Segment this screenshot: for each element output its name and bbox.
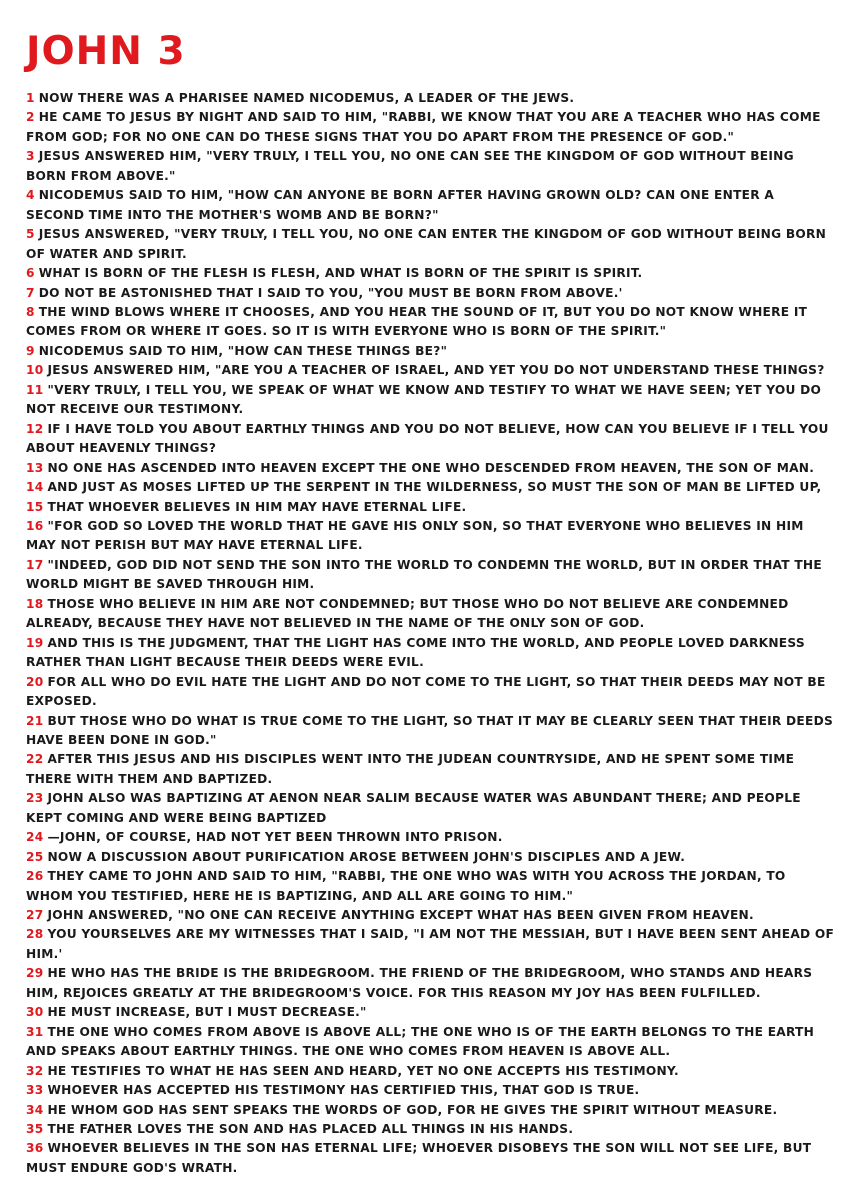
verse-number: 8: [26, 304, 35, 319]
verse: [26, 459, 836, 478]
verse-number: 23: [26, 791, 44, 806]
verse-text: WHAT IS BORN OF THE FLESH IS FLESH, AND WHAT IS BORN OF THE SPIRIT IS SPIRIT.: [38, 266, 643, 281]
verse: [26, 848, 836, 867]
verse: [26, 186, 836, 225]
verse: [26, 303, 836, 342]
verse-text: THE ONE WHO COMES FROM ABOVE IS ABOVE ALL; THE ONE WHO IS OF THE EARTH BELONGS TO THE EARTH AND SPEAKS ABOUT EARTHLY THINGS. THE ONE WHO COMES FROM HEAVEN IS ABOVE ALL.: [26, 1024, 815, 1059]
verse-number: 13: [26, 460, 44, 475]
verse-text: THE WIND BLOWS WHERE IT CHOOSES, AND YOU HEAR THE SOUND OF IT, BUT YOU DO NOT KNOW WHERE IT COMES FROM OR WHERE IT GOES. SO IT IS WITH EVERYONE WHO IS BORN OF THE SPIRIT.": [26, 304, 808, 339]
verse-text: HE MUST INCREASE, BUT I MUST DECREASE.": [47, 1005, 367, 1020]
verse: [26, 225, 836, 264]
verse-text: JESUS ANSWERED HIM, "ARE YOU A TEACHER OF ISRAEL, AND YET YOU DO NOT UNDERSTAND THESE THINGS?: [47, 363, 825, 378]
verse-number: 9: [26, 343, 35, 358]
verse-number: 29: [26, 966, 44, 981]
verse-text: YOU YOURSELVES ARE MY WITNESSES THAT I SAID, "I AM NOT THE MESSIAH, BUT I HAVE BEEN SENT AHEAD OF HIM.': [26, 927, 835, 961]
verse-text: HE CAME TO JESUS BY NIGHT AND SAID TO HIM, "RABBI, WE KNOW THAT YOU ARE A TEACHER WHO HAS COME FROM GOD; FOR NO ONE CAN DO THESE SIGNS THAT YOU DO APART FROM THE PRESENCE OF GOD.": [26, 110, 821, 144]
verse: [26, 498, 836, 517]
verse-number: 24: [26, 830, 44, 845]
verse-text: "FOR GOD SO LOVED THE WORLD THAT HE GAVE HIS ONLY SON, SO THAT EVERYONE WHO BELIEVES IN HIM MAY NOT PERISH BUT MAY HAVE ETERNAL LIFE.: [26, 518, 804, 553]
verse-number: 11: [26, 382, 44, 397]
verse-text: THAT WHOEVER BELIEVES IN HIM MAY HAVE ETERNAL LIFE.: [47, 499, 467, 514]
verse-text: JOHN ANSWERED, "NO ONE CAN RECEIVE ANYTHING EXCEPT WHAT HAS BEEN GIVEN FROM HEAVEN.: [47, 908, 754, 923]
verse-text: JESUS ANSWERED HIM, "VERY TRULY, I TELL YOU, NO ONE CAN SEE THE KINGDOM OF GOD WITHOUT BEING BORN FROM ABOVE.": [26, 149, 794, 183]
verse-number: 3: [26, 149, 35, 164]
verse: [26, 381, 836, 420]
verse: [26, 712, 836, 751]
verse-text: NO ONE HAS ASCENDED INTO HEAVEN EXCEPT THE ONE WHO DESCENDED FROM HEAVEN, THE SON OF MAN.: [47, 460, 815, 475]
verse-number: 22: [26, 752, 44, 767]
verse-text: NOW THERE WAS A PHARISEE NAMED NICODEMUS, A LEADER OF THE JEWS.: [38, 91, 575, 105]
verse-number: 1: [26, 91, 35, 105]
verse-text: THE FATHER LOVES THE SON AND HAS PLACED ALL THINGS IN HIS HANDS.: [47, 1122, 574, 1137]
verse-text: AND THIS IS THE JUDGMENT, THAT THE LIGHT HAS COME INTO THE WORLD, AND PEOPLE LOVED DARKNESS RATHER THAN LIGHT BECAUSE THEIR DEEDS WERE EVIL.: [26, 635, 805, 670]
verse-number: 4: [26, 188, 35, 203]
chapter-title: JOHN 3: [26, 29, 186, 74]
verse-text: NOW A DISCUSSION ABOUT PURIFICATION AROSE BETWEEN JOHN'S DISCIPLES AND A JEW.: [47, 849, 686, 864]
verse-number: 15: [26, 499, 44, 514]
verse: [26, 906, 836, 925]
verse-number: 35: [26, 1122, 44, 1137]
verse-text: WHOEVER HAS ACCEPTED HIS TESTIMONY HAS CERTIFIED THIS, THAT GOD IS TRUE.: [47, 1083, 640, 1098]
verse-text: WHOEVER BELIEVES IN THE SON HAS ETERNAL LIFE; WHOEVER DISOBEYS THE SON WILL NOT SEE LIFE, BUT MUST ENDURE GOD'S WRATH.: [26, 1141, 812, 1175]
verse: [26, 1139, 836, 1178]
verse: [26, 634, 836, 673]
verse-text: IF I HAVE TOLD YOU ABOUT EARTHLY THINGS AND YOU DO NOT BELIEVE, HOW CAN YOU BELIEVE IF I TELL YOU ABOUT HEAVENLY THINGS?: [26, 421, 829, 456]
verse-text: FOR ALL WHO DO EVIL HATE THE LIGHT AND DO NOT COME TO THE LIGHT, SO THAT THEIR DEEDS MAY NOT BE EXPOSED.: [26, 674, 826, 709]
verse: [26, 828, 836, 847]
verse-number: 10: [26, 363, 44, 378]
verse-number: 17: [26, 557, 44, 572]
verse-number: 5: [26, 227, 35, 242]
verse-text: HE TESTIFIES TO WHAT HE HAS SEEN AND HEARD, YET NO ONE ACCEPTS HIS TESTIMONY.: [47, 1063, 679, 1078]
verse: [26, 595, 836, 634]
verse: [26, 964, 836, 1003]
verse-text: JESUS ANSWERED, "VERY TRULY, I TELL YOU, NO ONE CAN ENTER THE KINGDOM OF GOD WITHOUT BEING BORN OF WATER AND SPIRIT.: [26, 227, 827, 261]
verse-number: 32: [26, 1063, 44, 1078]
verse: [26, 1101, 836, 1120]
verse: [26, 342, 836, 361]
verse: [26, 517, 836, 556]
verse-text: HE WHOM GOD HAS SENT SPEAKS THE WORDS OF GOD, FOR HE GIVES THE SPIRIT WITHOUT MEASURE.: [47, 1102, 778, 1117]
verse-number: 31: [26, 1024, 44, 1039]
verse-number: 2: [26, 110, 35, 125]
verse: [26, 147, 836, 186]
verse-number: 12: [26, 421, 44, 436]
verse: [26, 361, 836, 380]
verse-number: 21: [26, 713, 44, 728]
verse-text: AND JUST AS MOSES LIFTED UP THE SERPENT IN THE WILDERNESS, SO MUST THE SON OF MAN BE LIFTED UP,: [47, 480, 822, 495]
verse-text: —JOHN, OF COURSE, HAD NOT YET BEEN THROWN INTO PRISON.: [47, 830, 503, 845]
verse-number: 33: [26, 1083, 44, 1098]
verse-number: 7: [26, 285, 35, 300]
verse: [26, 556, 836, 595]
verse-text: THEY CAME TO JOHN AND SAID TO HIM, "RABBI, THE ONE WHO WAS WITH YOU ACROSS THE JORDAN, TO WHOM YOU TESTIFIED, HERE HE IS BAPTIZING, AND ALL ARE GOING TO HIM.": [26, 869, 786, 903]
verse: [26, 1023, 836, 1062]
verse: [26, 108, 836, 147]
verse: [26, 420, 836, 459]
verse: [26, 1062, 836, 1081]
verse: [26, 1081, 836, 1100]
verse-number: 14: [26, 480, 44, 495]
verse-number: 19: [26, 635, 44, 650]
verse-number: 20: [26, 674, 44, 689]
verse-number: 18: [26, 596, 44, 611]
verse-number: 34: [26, 1102, 44, 1117]
verse-number: 28: [26, 927, 44, 942]
verse-number: 25: [26, 849, 44, 864]
verse: [26, 750, 836, 789]
verse-number: 36: [26, 1141, 44, 1156]
verse-text: THOSE WHO BELIEVE IN HIM ARE NOT CONDEMNED; BUT THOSE WHO DO NOT BELIEVE ARE CONDEMNED ALREADY, BECAUSE THEY HAVE NOT BELIEVED IN THE NAME OF THE ONLY SON OF GOD.: [26, 596, 789, 631]
verse: [26, 264, 836, 283]
verse: [26, 1120, 836, 1139]
verse: [26, 789, 836, 828]
verse-number: 16: [26, 518, 44, 533]
chapter-page: [26, 30, 836, 1178]
verse-text: NICODEMUS SAID TO HIM, "HOW CAN ANYONE BE BORN AFTER HAVING GROWN OLD? CAN ONE ENTER A SECOND TIME INTO THE MOTHER'S WOMB AND BE BORN?": [26, 188, 775, 222]
verse: [26, 673, 836, 712]
verse-text: AFTER THIS JESUS AND HIS DISCIPLES WENT INTO THE JUDEAN COUNTRYSIDE, AND HE SPENT SOME TIME THERE WITH THEM AND BAPTIZED.: [26, 752, 795, 786]
verse: [26, 867, 836, 906]
verse-text: "INDEED, GOD DID NOT SEND THE SON INTO THE WORLD TO CONDEMN THE WORLD, BUT IN ORDER THAT THE WORLD MIGHT BE SAVED THROUGH HIM.: [26, 557, 822, 592]
verse-list: [26, 89, 836, 1178]
verse-number: 30: [26, 1005, 44, 1020]
verse-text: HE WHO HAS THE BRIDE IS THE BRIDEGROOM. THE FRIEND OF THE BRIDEGROOM, WHO STANDS AND HEARS HIM, REJOICES GREATLY AT THE BRIDEGROOM'S VOICE. FOR THIS REASON MY JOY HAS BEEN FULFILLED.: [26, 966, 813, 1000]
verse-text: JOHN ALSO WAS BAPTIZING AT AENON NEAR SALIM BECAUSE WATER WAS ABUNDANT THERE; AND PEOPLE KEPT COMING AND WERE BEING BAPTIZED: [26, 791, 801, 825]
verse-number: 26: [26, 869, 44, 884]
verse: [26, 1003, 836, 1022]
verse-number: 27: [26, 908, 44, 923]
verse-text: DO NOT BE ASTONISHED THAT I SAID TO YOU, "YOU MUST BE BORN FROM ABOVE.': [38, 285, 623, 300]
verse-number: 6: [26, 266, 35, 281]
verse-text: BUT THOSE WHO DO WHAT IS TRUE COME TO THE LIGHT, SO THAT IT MAY BE CLEARLY SEEN THAT THEIR DEEDS HAVE BEEN DONE IN GOD.": [26, 713, 833, 747]
verse-text: "VERY TRULY, I TELL YOU, WE SPEAK OF WHAT WE KNOW AND TESTIFY TO WHAT WE HAVE SEEN; YET YOU DO NOT RECEIVE OUR TESTIMONY.: [26, 382, 822, 417]
verse: [26, 284, 836, 303]
verse-text: NICODEMUS SAID TO HIM, "HOW CAN THESE THINGS BE?": [38, 343, 448, 358]
verse: [26, 925, 836, 964]
verse: [26, 89, 836, 108]
verse: [26, 478, 836, 497]
